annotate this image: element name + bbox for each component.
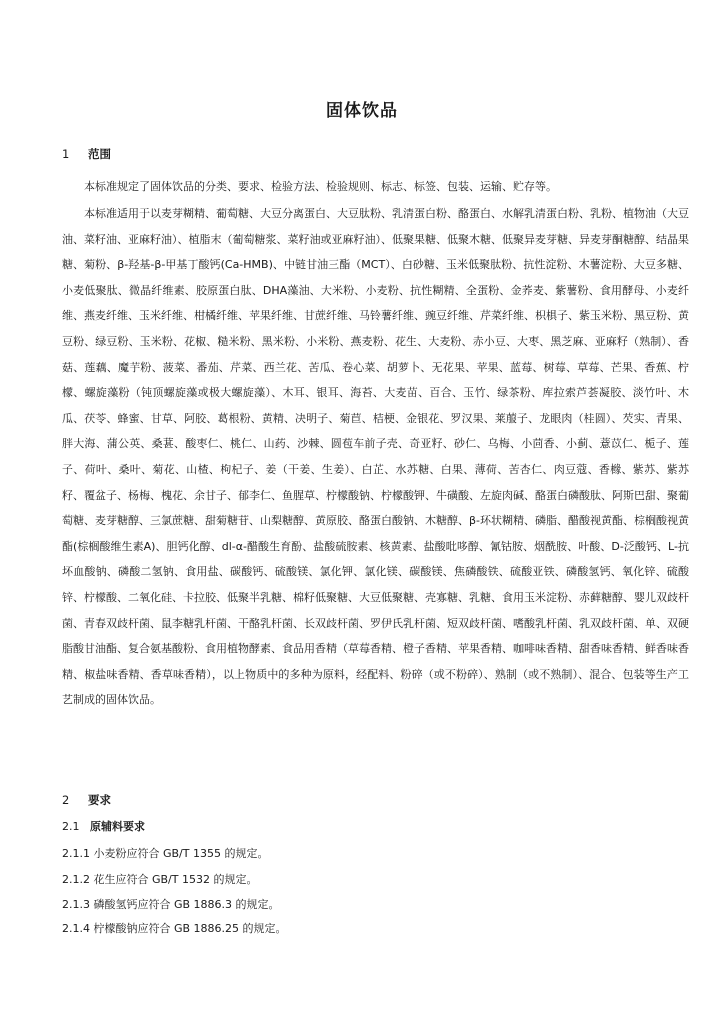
clause-2-1-3: 2.1.3 磷酸氢钙应符合 GB 1886.3 的规定。 — [62, 898, 280, 911]
section-raw-materials-heading — [62, 818, 145, 834]
section-number: 1 — [62, 147, 70, 161]
scope-paragraph-2: 本标准适用于以麦芽糊精、葡萄糖、大豆分离蛋白、大豆肽粉、乳清蛋白粉、酪蛋白、水解乳清蛋白粉、乳粉、植物油（大豆油、菜籽油、亚麻籽油）、植脂末（葡萄糖浆、菜籽油或亚麻籽油）、低聚果糖、低聚木糖、低聚异麦芽糖、异麦芽酮糖醇、结晶果糖、菊粉、β-羟基-β-甲基丁酸钙(Ca-HMB)、中链甘油三酯（MCT）、白砂糖、玉米低聚肽粉、抗性淀粉、木薯淀粉、大豆多糖、小麦低聚肽、微晶纤维素、胶原蛋白肽、DHA藻油、大米粉、小麦粉、抗性糊精、全蛋粉、金荞麦、紫薯粉、食用酵母、小麦纤维、燕麦纤维、玉米纤维、柑橘纤维、苹果纤维、甘蔗纤维、马铃薯纤维、豌豆纤维、芹菜纤维、枳椇子、紫玉米粉、黑豆粉、黄豆粉、绿豆粉、玉米粉、花椒、糙米粉、黑米粉、小米粉、燕麦粉、花生、大麦粉、赤小豆、大枣、黑芝麻、亚麻籽（熟制）、香菇、莲藕、魔芋粉、菠菜、番茄、芹菜、西兰花、苦瓜、卷心菜、胡萝卜、无花果、苹果、蓝莓、树莓、草莓、芒果、香蕉、柠檬、螺旋藻粉（钝顶螺旋藻或极大螺旋藻）、木耳、银耳、海苔、大麦苗、百合、玉竹、绿茶粉、库拉索芦荟凝胶、淡竹叶、木瓜、茯苓、蜂蜜、甘草、阿胶、葛根粉、黄精、决明子、菊苣、桔梗、金银花、罗汉果、莱菔子、龙眼肉（桂圆）、芡实、青果、胖大海、蒲公英、桑葚、酸枣仁、桃仁、山药、沙棘、圆苞车前子壳、奇亚籽、砂仁、乌梅、小茴香、小蓟、薏苡仁、栀子、莲子、荷叶、桑叶、菊花、山楂、枸杞子、姜（干姜、生姜）、白芷、水苏糖、白果、薄荷、苦杏仁、肉豆蔻、香橼、紫苏、紫苏籽、覆盆子、杨梅、槐花、余甘子、郁李仁、鱼腥草、柠檬酸钠、柠檬酸钾、牛磺酸、左旋肉碱、酪蛋白磷酸肽、阿斯巴甜、聚葡萄糖、麦芽糖醇、三氯蔗糖、甜菊糖苷、山梨糖醇、黄原胶、酪蛋白酸钠、木糖醇、β-环状糊精、磷脂、醋酸视黄酯、棕榈酸视黄酯(棕榈酸维生素A)、胆钙化醇、dl-α-醋酸生育酚、盐酸硫胺素、核黄素、盐酸吡哆醇、氰钴胺、烟酰胺、叶酸、D-泛酸钙、L-抗坏血酸钠、磷酸二氢钠、食用盐、碳酸钙、硫酸镁、氯化钾、氯化镁、碳酸镁、焦磷酸铁、硫酸亚铁、磷酸氢钙、氧化锌、硫酸锌、柠檬酸、二氧化硅、卡拉胶、低聚半乳糖、棉籽低聚糖、大豆低聚糖、壳寡糖、乳糖、食用玉米淀粉、赤藓糖醇、婴儿双歧杆菌、青春双歧杆菌、鼠李糖乳杆菌、干酪乳杆菌、长双歧杆菌、罗伊氏乳杆菌、短双歧杆菌、嗜酸乳杆菌、乳双歧杆菌、单、双硬脂酸甘油酯、复合氨基酸粉、食用植物酵素、食品用香精（草莓香精、橙子香精、苹果香精、咖啡味香精、甜香味香精、鲜香味香精、椒盐味香精、香草味香精），以上物质中的多种为原料，经配料、粉碎（或不粉碎）、熟制（或不熟制）、混合、包装等生产工艺制成的固体饮品。 — [62, 207, 689, 707]
section-number: 2 — [62, 793, 70, 807]
section-title: 原辅料要求 — [90, 820, 145, 833]
section-title: 要求 — [88, 793, 111, 807]
scope-paragraph-1: 本标准规定了固体饮品的分类、要求、检验方法、检验规则、标志、标签、包装、运输、贮存等。 — [84, 180, 557, 193]
clause-2-1-4: 2.1.4 柠檬酸钠应符合 GB 1886.25 的规定。 — [62, 922, 287, 935]
section-title: 范围 — [88, 147, 111, 161]
section-number: 2.1 — [62, 820, 80, 833]
section-scope-heading — [62, 146, 111, 162]
document-title: 固体饮品 — [326, 101, 398, 121]
clause-2-1-1: 2.1.1 小麦粉应符合 GB/T 1355 的规定。 — [62, 847, 269, 860]
clause-2-1-2: 2.1.2 花生应符合 GB/T 1532 的规定。 — [62, 873, 258, 886]
section-requirements-heading — [62, 792, 111, 808]
